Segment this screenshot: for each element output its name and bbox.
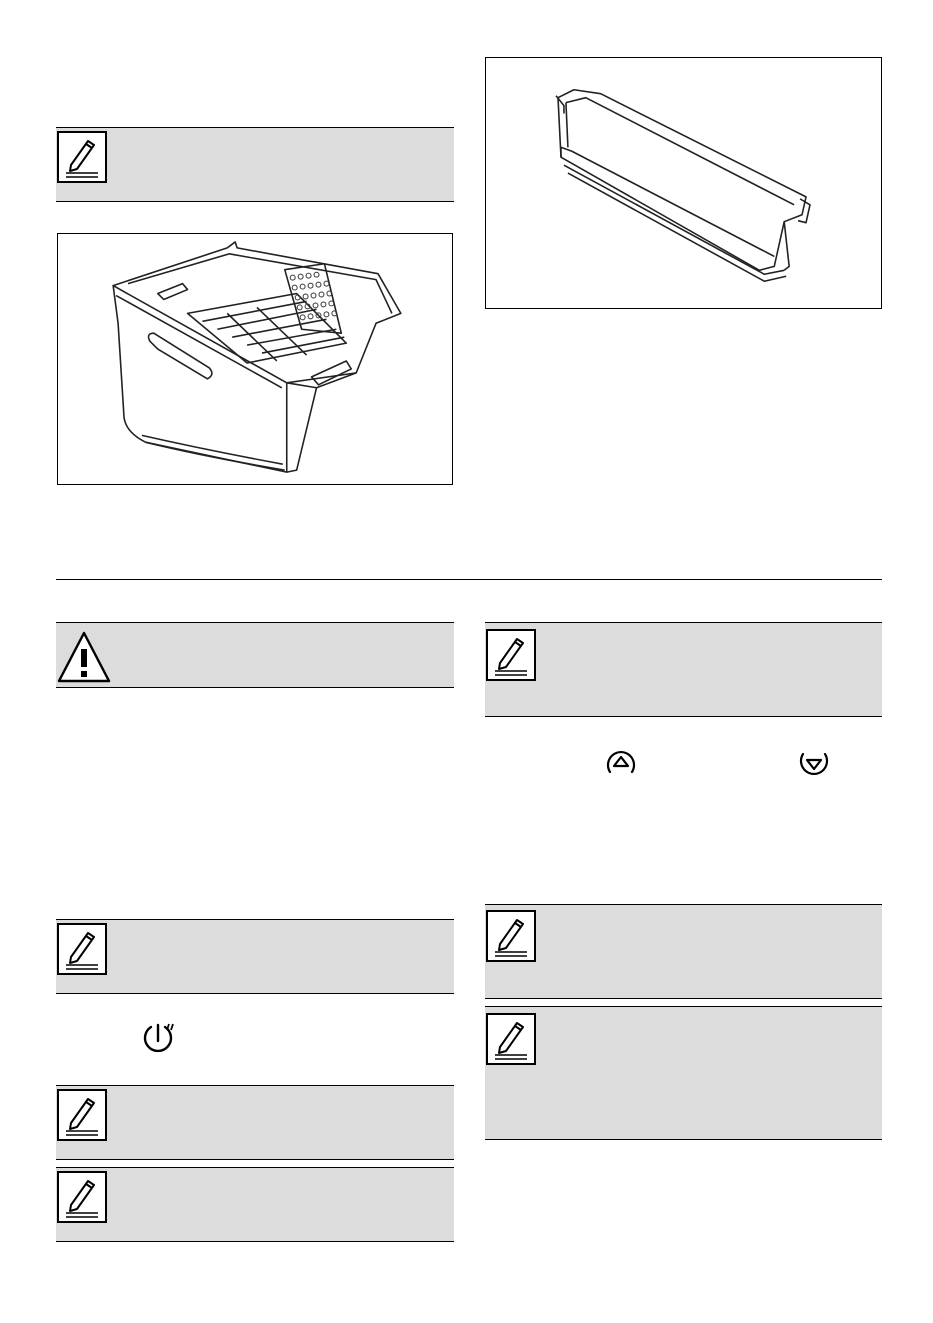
note-box-left-lower-2 [56,1167,454,1242]
door-balcony-shelf-illustration [485,57,882,309]
note-box-right-middle [485,904,882,999]
note-box-left-lower-1 [56,1085,454,1160]
pencil-note-icon [57,1171,107,1223]
warning-box [56,622,454,688]
power-icon [142,1021,176,1057]
pencil-note-icon [57,923,107,975]
circle-arrow-up-icon [604,746,638,780]
note-box-right-lower [485,1006,882,1140]
circle-arrow-down-icon [797,746,831,780]
pencil-note-icon [486,629,536,681]
pencil-note-icon [57,1089,107,1141]
note-box-right-top [485,622,882,717]
section-divider [56,579,882,580]
freezer-drawer-illustration [57,233,453,485]
note-box-top-left [56,127,454,202]
pencil-note-icon [486,1013,536,1065]
pencil-note-icon [57,131,107,183]
warning-triangle-icon [56,629,112,685]
pencil-note-icon [486,910,536,962]
note-box-left-middle [56,919,454,994]
